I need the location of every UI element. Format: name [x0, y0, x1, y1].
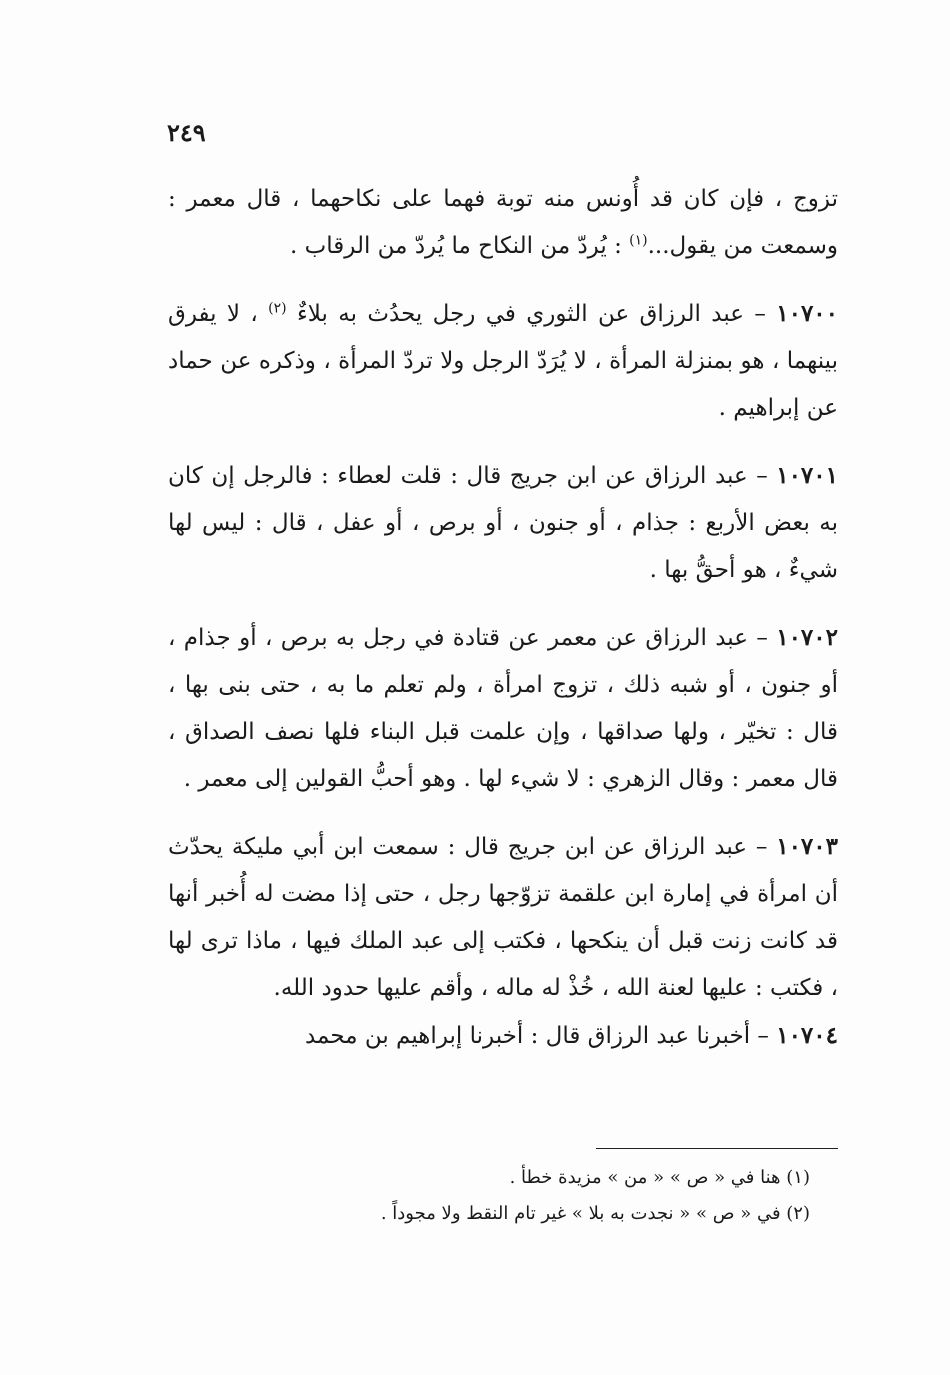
hadith-text: – عبد الرزاق عن ابن جريج قال : قلت لعطاء : فالرجل إن كان به بعض الأربع : جذام ، أو جنون ، أو برص ، أو عفل ، قال : ليس لها شيءٌ ، هو أحقُّ بها .: [168, 463, 838, 583]
footnote-2: (٢) في « ص » « نجدت به بلا » غير تام النقط ولا مجوداً .: [380, 1203, 810, 1224]
footnote-ref: (١): [629, 232, 648, 249]
footnotes: [200, 1160, 810, 1232]
page-number: ٢٤٩: [167, 118, 206, 147]
hadith-text: – عبد الرزاق عن ابن جريج قال : سمعت ابن أبي مليكة يحدّث أن امرأة في إمارة ابن علقمة تزوّجها رجل ، حتى إذا مضت له أُخبر أنها قد كانت زنت قبل أن ينكحها ، فكتب إلى عبد الملك فيها ، ماذا ترى لها ، فكتب : عليها لعنة الله ، خُذْ له ماله ، وأقم عليها حدود الله.: [168, 834, 838, 1001]
hadith-number: ١٠٧٠١: [776, 462, 838, 489]
hadith-10703: [168, 823, 838, 1012]
hadith-10701: [168, 452, 838, 594]
hadith-number: ١٠٧٠٤: [776, 1022, 838, 1049]
footnote-divider: [596, 1148, 838, 1149]
hadith-text: – أخبرنا عبد الرزاق قال : أخبرنا إبراهيم بن محمد: [304, 1023, 777, 1049]
paragraph-line: تزوج ، فإن كان قد أُونس منه توبة فهما على نكاحهما ، قال معمر :: [168, 186, 838, 212]
paragraph-continuation: [168, 176, 838, 270]
footnote-ref: (٢): [268, 300, 287, 317]
hadith-text: ، لا يفرق بينهما ، هو بمنزلة المرأة ، لا يُرَدّ الرجل ولا تردّ المرأة ، وذكره عن حماد عن إبراهيم .: [168, 301, 838, 421]
hadith-text: – عبد الرزاق عن الثوري في رجل يحدُث به بلاءٌ: [296, 301, 777, 327]
hadith-10704: [168, 1012, 838, 1060]
paragraph-line: وسمعت من يقول...: [647, 233, 838, 259]
hadith-text: – عبد الرزاق عن معمر عن قتادة في رجل به برص ، أو جذام ، أو جنون ، أو شبه ذلك ، تزوج امرأة ، ولم تعلم ما به ، حتى بنى بها ، قال : تخيّر ، ولها صداقها ، وإن علمت قبل البناء فلها نصف الصداق ، قال معمر : وقال الزهري : لا شيء لها . وهو أحبُّ القولين إلى معمر .: [168, 625, 838, 792]
hadith-10702: [168, 614, 838, 803]
body-text: [168, 176, 838, 1060]
footnote-1: (١) هنا في « ص » « من » مزيدة خطأ .: [509, 1167, 810, 1188]
hadith-number: ١٠٧٠٣: [776, 833, 838, 860]
hadith-number: ١٠٧٠٠: [776, 300, 839, 327]
hadith-10700: [168, 290, 838, 432]
paragraph-line: : يُردّ من النكاح ما يُردّ من الرقاب .: [290, 233, 630, 259]
hadith-number: ١٠٧٠٢: [776, 624, 838, 651]
